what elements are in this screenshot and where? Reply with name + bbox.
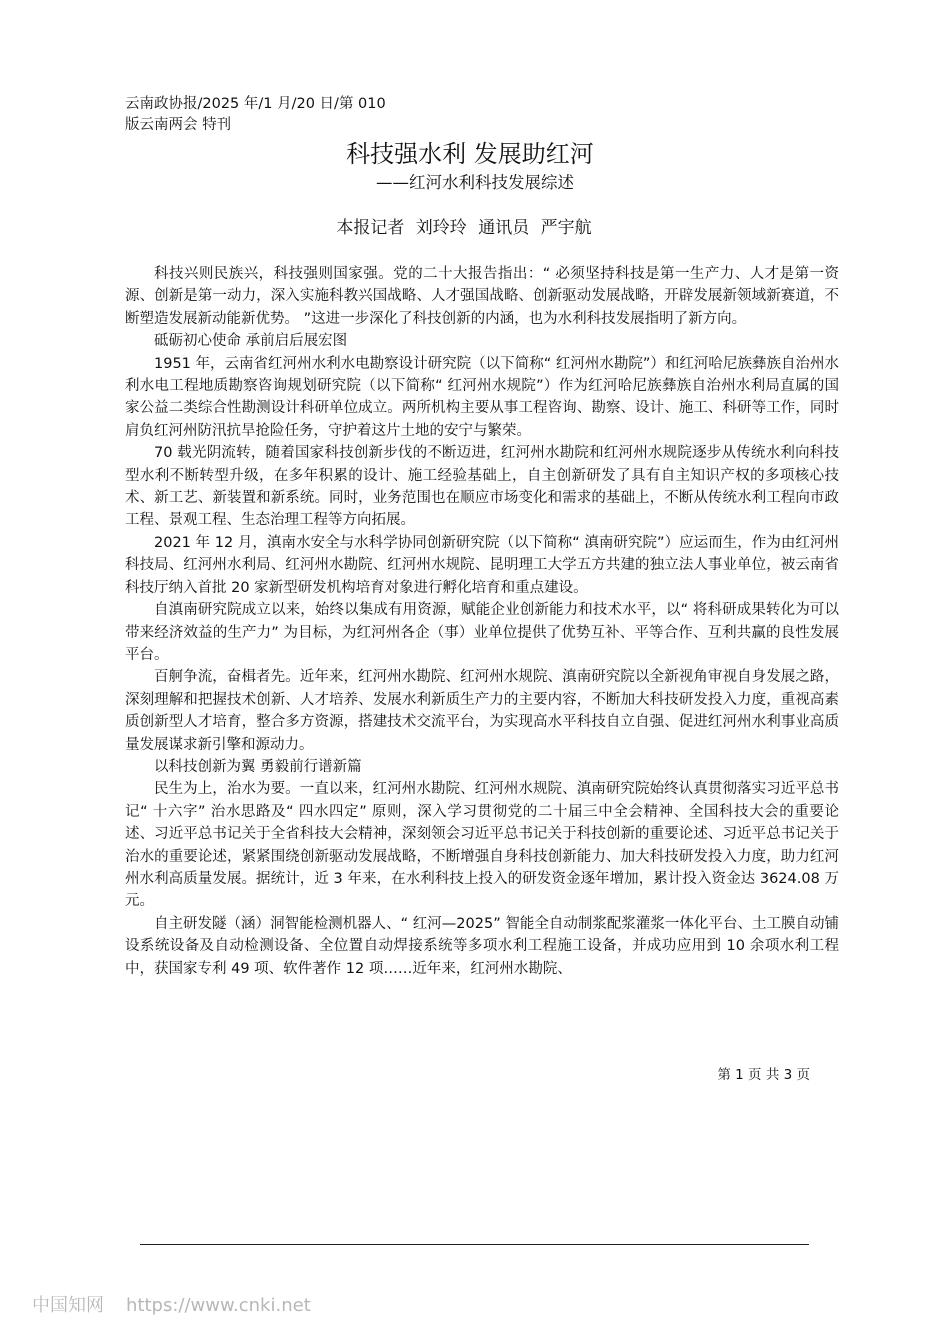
page-number: 第 1 页 共 3 页 bbox=[717, 1067, 810, 1083]
paragraph: 自主研发隧（涵）洞智能检测机器人、“ 红河—2025” 智能全自动制浆配浆灌浆一体化平台、土工膜自动铺设系统设备及自动检测设备、全位置自动焊接系统等多项水利工程施工设备，并成功应用到 10 余项水利工程中，获国家专利 49 项、软件著作 12 项……近年来，红河州水勘院、 bbox=[125, 915, 839, 977]
paragraph: 2021 年 12 月，滇南水安全与水科学协同创新研究院（以下简称“ 滇南研究院”）应运而生，作为由红河州科技局、红河州水利局、红河州水勘院、红河州水规院、昆明理工大学五方共建的独立法人事业单位，被云南省科技厅纳入首批 20 家新型研发机构培育对象进行孵化培育和重点建设。 bbox=[125, 534, 839, 596]
paragraph: 百舸争流，奋楫者先。近年来，红河州水勘院、红河州水规院、滇南研究院以全新视角审视自身发展之路，深刻理解和把握技术创新、人才培养、发展水利新质生产力的主要内容，不断加大科技研发投入力度，重视高素质创新型人才培育，整合多方资源，搭建技术交流平台，为实现高水平科技自立自强、促进红河州水利事业高质量发展谋求新引擎和源动力。 bbox=[125, 669, 839, 753]
section-heading: 以科技创新为翼 勇毅前行谱新篇 bbox=[154, 758, 362, 775]
source-line-1: 云南政协报/2025 年/1 月/20 日/第 010 bbox=[125, 96, 386, 112]
watermark-url: https://www.cnki.net bbox=[126, 1295, 311, 1316]
paragraph: 民生为上，治水为要。一直以来，红河州水勘院、红河州水规院、滇南研究院始终认真贯彻落实习近平总书记“ 十六字” 治水思路及“ 四水四定” 原则，深入学习贯彻党的二十届三中全会精神、全国科技大会的重要论述、习近平总书记关于全省科技大会精神，深刻领会习近平总书记关于科技创新的重要论述、习近平总书记关于治水的重要论述，紧紧围绕创新驱动发展战略，不断增强自身科技创新能力、加大科技研发投入力度，助力红河州水利高质量发展。据统计，近 3 年来，在水利科技上投入的研发资金逐年增加，累计投入资金达 3624.08 万元。 bbox=[125, 781, 839, 910]
article-title: 科技强水利 发展助红河 bbox=[346, 140, 594, 168]
publication-source bbox=[125, 94, 485, 136]
paragraph: 科技兴则民族兴，科技强则国家强。党的二十大报告指出：“ 必须坚持科技是第一生产力、人才是第一资源、创新是第一动力，深入实施科教兴国战略、人才强国战略、创新驱动发展战略，开辟发展新领域新赛道，不断塑造发展新动能新优势。 ”这进一步深化了科技创新的内涵，也为水利科技发展指明了新方向。 bbox=[125, 266, 839, 327]
article-byline: 本报记者 刘玲玲 通讯员 严宇航 bbox=[336, 218, 592, 238]
article-subtitle: ——红河水利科技发展综述 bbox=[376, 173, 574, 192]
article-body bbox=[125, 263, 839, 980]
watermark-site-name: 中国知网 bbox=[32, 1295, 104, 1316]
watermark bbox=[32, 1292, 311, 1320]
footer-divider bbox=[140, 1244, 809, 1245]
source-line-2: 版云南两会 特刊 bbox=[125, 117, 232, 133]
paragraph: 自滇南研究院成立以来，始终以集成有用资源，赋能企业创新能力和技术水平，以“ 将科研成果转化为可以带来经济效益的生产力” 为目标，为红河州各企（事）业单位提供了优势互补、平等合作、互利共赢的良性发展平台。 bbox=[125, 602, 839, 663]
paragraph: 1951 年，云南省红河州水利水电勘察设计研究院（以下简称“ 红河州水勘院”）和红河哈尼族彝族自治州水利水电工程地质勘察咨询规划研究院（以下简称“ 红河州水规院”）作为红河哈尼族彝族自治州水利局直属的国家公益二类综合性勘测设计科研单位成立。两所机构主要从事工程咨询、勘察、设计、施工、科研等工作，同时肩负红河州防汛抗旱抢险任务，守护着这片土地的安宁与繁荣。 bbox=[125, 355, 839, 439]
paragraph: 70 载光阴流转，随着国家科技创新步伐的不断迈进，红河州水勘院和红河州水规院逐步从传统水利向科技型水利不断转型升级，在多年积累的设计、施工经验基础上，自主创新研发了具有自主知识产权的多项核心技术、新工艺、新装置和新系统。同时，业务范围也在顺应市场变化和需求的基础上，不断从传统水利工程向市政工程、景观工程、生态治理工程等方向拓展。 bbox=[125, 445, 839, 529]
section-heading: 砥砺初心使命 承前启后展宏图 bbox=[154, 333, 348, 350]
